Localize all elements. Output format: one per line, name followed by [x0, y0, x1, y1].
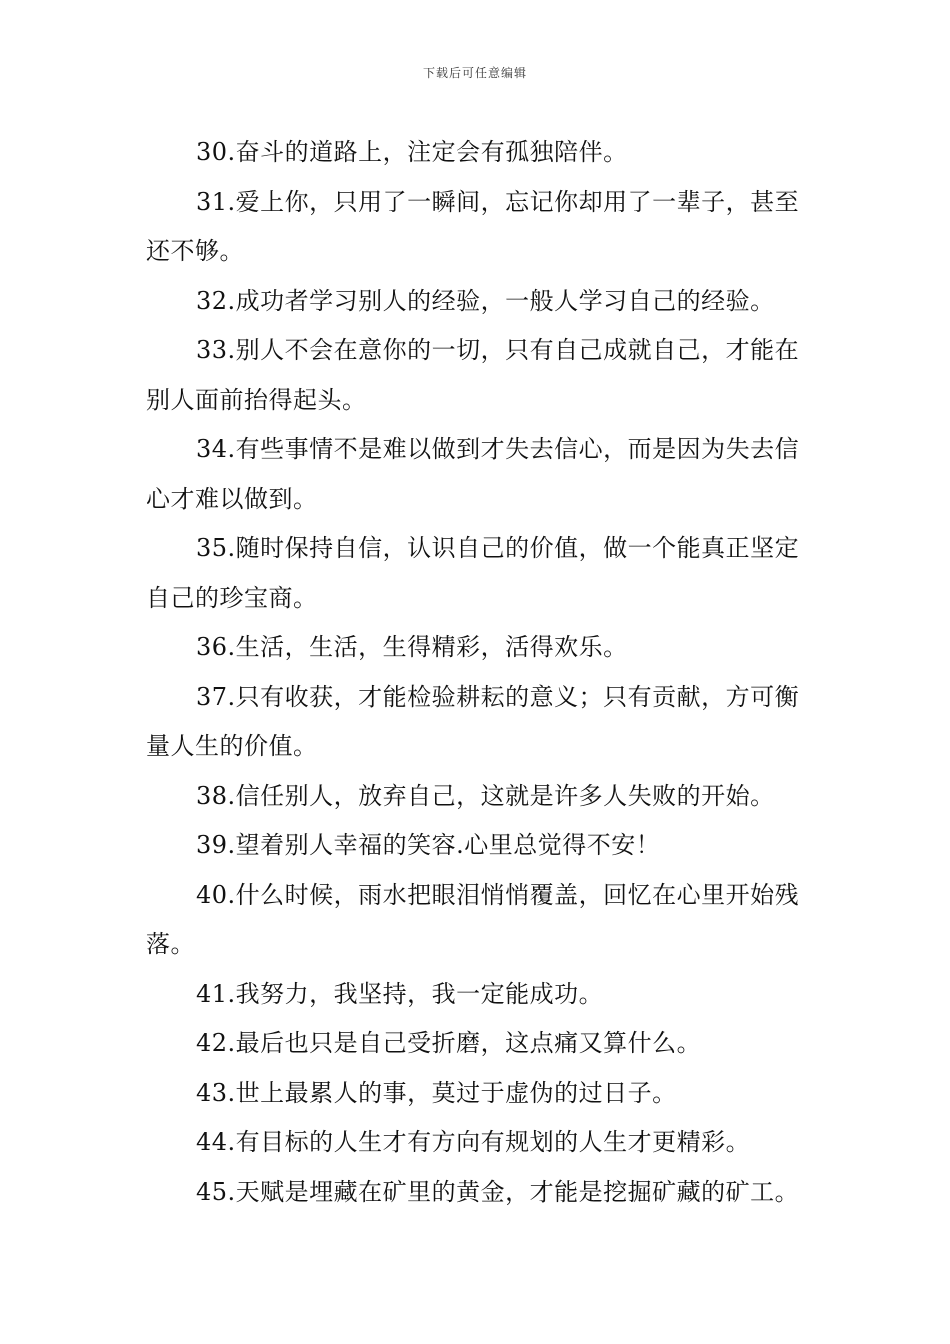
list-item: 34.有些事情不是难以做到才失去信心，而是因为失去信心才难以做到。: [146, 435, 800, 513]
list-item: 33.别人不会在意你的一切，只有自己成就自己，才能在别人面前抬得起头。: [146, 336, 800, 414]
page-header: 下载后可任意编辑: [422, 66, 527, 80]
document-body: [146, 128, 810, 1217]
list-item: 36.生活，生活，生得精彩，活得欢乐。: [196, 633, 628, 661]
list-item: 43.世上最累人的事，莫过于虚伪的过日子。: [196, 1078, 677, 1107]
list-item: 39.望着别人幸福的笑容.心里总觉得不安！: [196, 831, 661, 859]
list-item: 45.天赋是埋藏在矿里的黄金，才能是挖掘矿藏的矿工。: [196, 1177, 800, 1206]
list-item: 35.随时保持自信，认识自己的价值，做一个能真正坚定自己的珍宝商。: [146, 534, 800, 612]
list-item: 31.爱上你，只用了一瞬间，忘记你却用了一辈子，甚至还不够。: [146, 187, 800, 265]
list-item: 42.最后也只是自己受折磨，这点痛又算什么。: [196, 1029, 702, 1057]
list-item: 30.奋斗的道路上，注定会有孤独陪伴。: [196, 138, 628, 166]
list-item: 41.我努力，我坚持，我一定能成功。: [196, 979, 604, 1008]
list-item: 37.只有收获，才能检验耕耘的意义；只有贡献，方可衡量人生的价值。: [146, 682, 800, 760]
list-item: 44.有目标的人生才有方向有规划的人生才更精彩。: [196, 1128, 751, 1156]
list-item: 32.成功者学习别人的经验，一般人学习自己的经验。: [196, 286, 775, 315]
list-item: 40.什么时候，雨水把眼泪悄悄覆盖，回忆在心里开始残落。: [146, 880, 800, 958]
list-item: 38.信任别人，放弃自己，这就是许多人失败的开始。: [196, 781, 775, 810]
